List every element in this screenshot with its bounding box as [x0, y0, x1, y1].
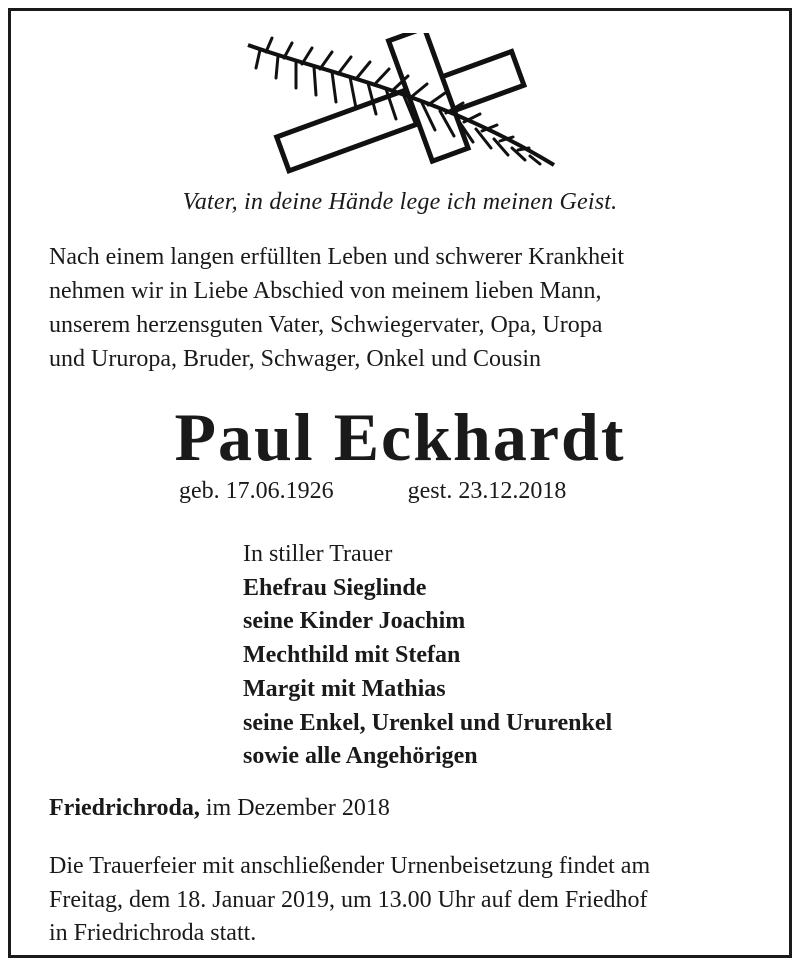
announcement-line: nehmen wir in Liebe Abschied von meinem lieben Mann, [49, 278, 602, 304]
deceased-name: Paul Eckhardt [174, 399, 626, 475]
mourner-name: seine Enkel, Urenkel und Ururenkel [243, 709, 613, 736]
mourning-lead: In stiller Trauer [243, 541, 393, 567]
mourners-list [243, 538, 612, 774]
place-date: im Dezember 2018 [199, 795, 390, 821]
ceremony-line: Die Trauerfeier mit anschließender Urnenbeisetzung findet am [49, 853, 651, 879]
life-dates [179, 478, 566, 505]
mourner-name: Ehefrau Sieglinde [243, 574, 427, 601]
death-date: gest. 23.12.2018 [407, 478, 567, 504]
obituary-notice [8, 8, 792, 958]
announcement-line: unserem herzensguten Vater, Schwiegervater, Opa, Uropa [49, 312, 603, 338]
place-and-date [49, 795, 390, 822]
ceremony-line: in Friedrichroda statt. [49, 920, 257, 946]
place-city: Friedrichroda, [49, 795, 200, 821]
mourner-name: sowie alle Angehörigen [243, 743, 478, 770]
mourner-name: Margit mit Mathias [243, 675, 446, 702]
mourner-name: Mechthild mit Stefan [243, 642, 461, 669]
bible-verse: Vater, in deine Hände lege ich meinen Geist. [182, 189, 618, 215]
mourner-name: seine Kinder Joachim [243, 608, 466, 635]
announcement-text [49, 240, 749, 376]
announcement-line: Nach einem langen erfüllten Leben und schwerer Krankheit [49, 244, 625, 270]
ceremony-info [49, 850, 749, 951]
announcement-line: und Ururopa, Bruder, Schwager, Onkel und Cousin [49, 346, 541, 372]
cross-with-palm-frond-icon [236, 33, 566, 178]
birth-date: geb. 17.06.1926 [179, 478, 334, 504]
ceremony-line: Freitag, dem 18. Januar 2019, um 13.00 Uhr auf dem Friedhof [49, 886, 648, 913]
